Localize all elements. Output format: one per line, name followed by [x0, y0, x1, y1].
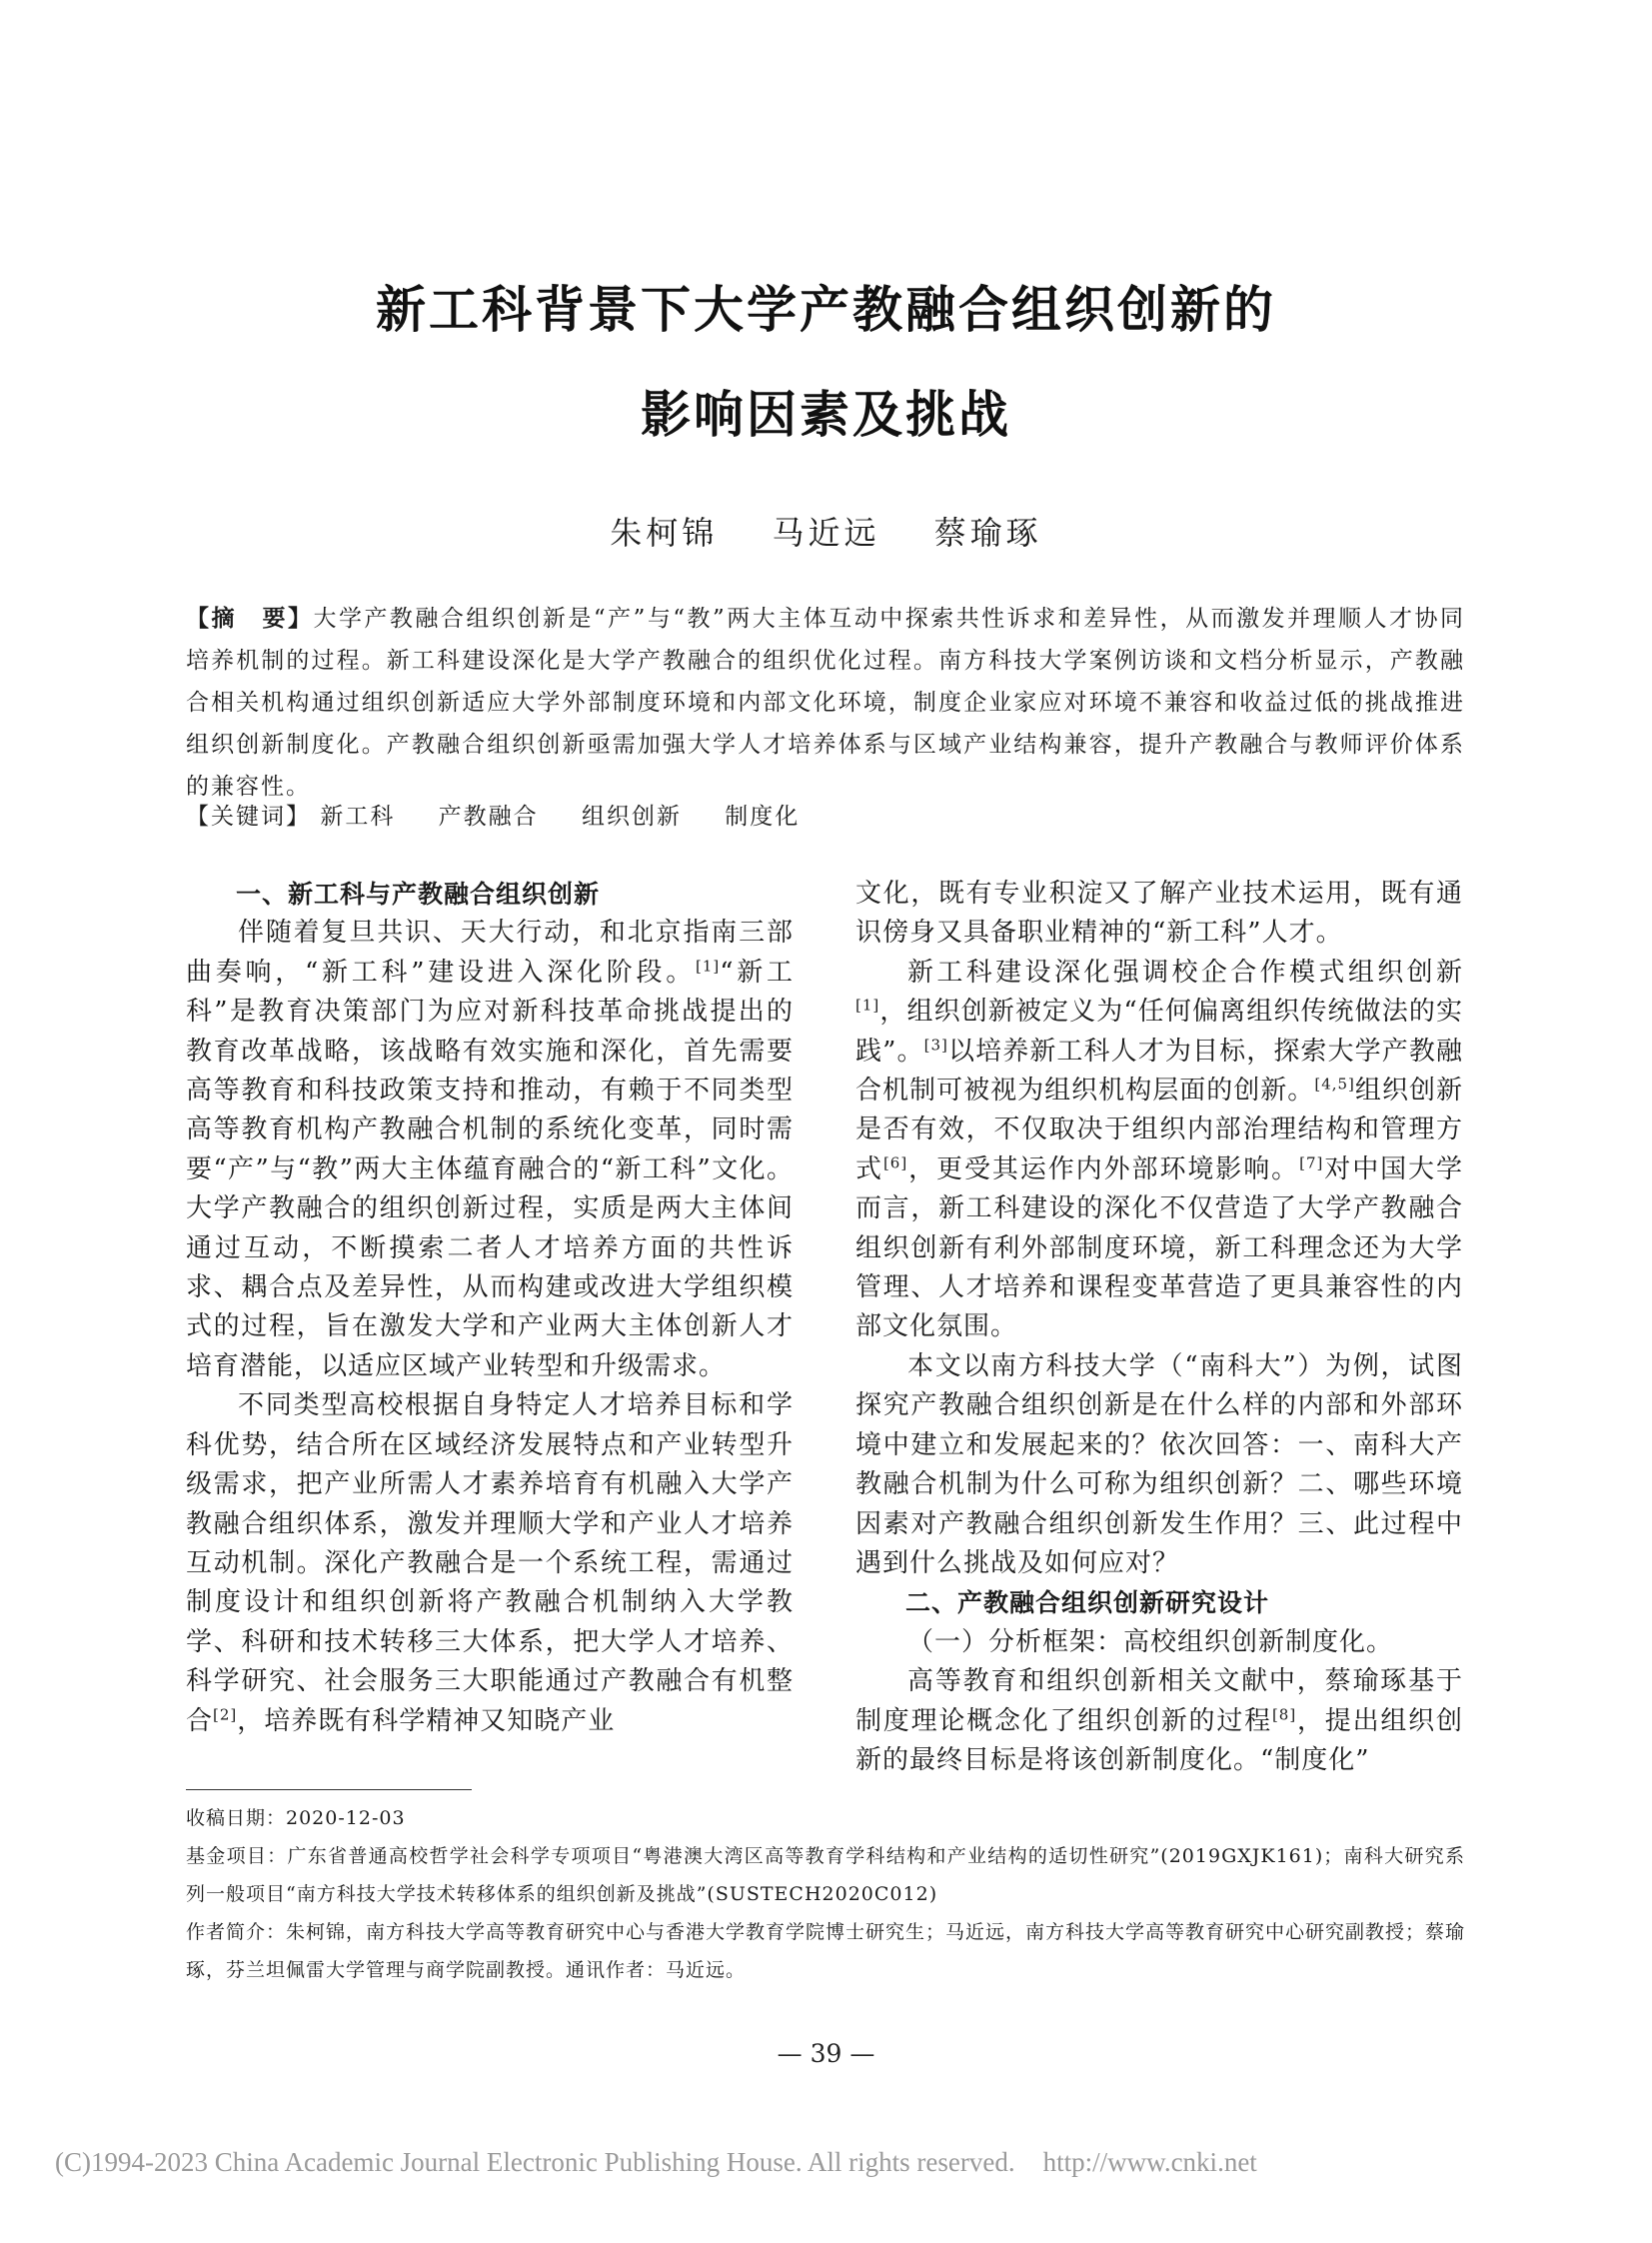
- received-date: 收稿日期：2020-12-03: [186, 1807, 406, 1829]
- section-heading-2: 二、产教融合组织创新研究设计: [905, 1588, 1270, 1618]
- copyright-watermark: [55, 2147, 1614, 2178]
- fund-info: 基金项目：广东省普通高校哲学社会科学专项项目“粤港澳大湾区高等教育学科结构和产业结构的适切性研究”(2019GXJK161)；南科大研究系列一般项目“南方科技大学技术转移体系的组织创新及挑战”(SUSTECH2020C012): [186, 1845, 1465, 1905]
- author-bio: 作者简介：朱柯锦，南方科技大学高等教育研究中心与香港大学教育学院博士研究生；马近远，南方科技大学高等教育研究中心研究副教授；蔡瑜琢，芬兰坦佩雷大学管理与商学院副教授。通讯作者：马近远。: [186, 1921, 1466, 1981]
- keyword: 组织创新: [581, 804, 682, 830]
- keyword: 产教融合: [438, 804, 539, 830]
- section-heading-1: 一、新工科与产教融合组织创新: [236, 880, 601, 909]
- citation: [8]: [1271, 1704, 1297, 1723]
- author-2: 马近远: [772, 514, 880, 552]
- abstract: [186, 598, 1465, 808]
- keywords-label: 【关键词】: [186, 804, 311, 830]
- paragraph: 高等教育和组织创新相关文献中，蔡瑜琢基于制度理论概念化了组织创新的过程[8]，提出组织创新的最终目标是将该创新制度化。“制度化”: [855, 1666, 1463, 1775]
- paragraph: 本文以南方科技大学（“南科大”）为例，试图探究产教融合组织创新是在什么样的内部和外部环境中建立和发展起来的？依次回答：一、南科大产教融合机制为什么可称为组织创新？二、哪些环境因素对产教融合组织创新发生作用？三、此过程中遇到什么挑战及如何应对？: [855, 1350, 1463, 1578]
- left-column: [186, 875, 794, 1741]
- abstract-text: 大学产教融合组织创新是“产”与“教”两大主体互动中探索共性诉求和差异性，从而激发并理顺人才协同培养机制的过程。新工科建设深化是大学产教融合的组织优化过程。南方科技大学案例访谈和文档分析显示，产教融合相关机构通过组织创新适应大学外部制度环境和内部文化环境，制度企业家应对环境不兼容和收益过低的挑战推进组织创新制度化。产教融合组织创新亟需加强大学人才培养体系与区域产业结构兼容，提升产教融合与教师评价体系的兼容性。: [186, 606, 1465, 800]
- citation: [7]: [1299, 1153, 1324, 1172]
- citation: [3]: [923, 1035, 948, 1054]
- paragraph: 新工科建设深化强调校企合作模式组织创新[1]，组织创新被定义为“任何偏离组织传统做法的实践”。[3]以培养新工科人才为目标，探索大学产教融合机制可被视为组织机构层面的创新。[4,5]组织创新是否有效，不仅取决于组织内部治理结构和管理方式[6]，更受其运作内外部环境影响。[7]对中国大学而言，新工科建设的深化不仅营造了大学产教融合组织创新有利外部制度环境，新工科理念还为大学管理、人才培养和课程变革营造了更具兼容性的内部文化氛围。: [855, 957, 1463, 1342]
- author-list: [0, 508, 1652, 554]
- abstract-label: 【摘 要】: [186, 605, 314, 632]
- citation: [4,5]: [1314, 1075, 1355, 1094]
- page-number: — 39 —: [777, 2039, 875, 2068]
- right-column: [855, 875, 1463, 1780]
- paper-title-line-2: 影响因素及挑战: [641, 386, 1011, 444]
- footnote-divider: [186, 1789, 472, 1790]
- paragraph-continued: 文化，既有专业积淀又了解产业技术运用，既有通识傍身又具备职业精神的“新工科”人才。: [855, 879, 1463, 949]
- copyright-text: (C)1994-2023 China Academic Journal Electronic Publishing House. All rights reserved.: [55, 2147, 1015, 2177]
- subsection-heading: （一）分析框架：高校组织创新制度化。: [907, 1626, 1394, 1657]
- keywords: [186, 798, 1465, 831]
- paper-title-line-1: 新工科背景下大学产教融合组织创新的: [376, 281, 1276, 339]
- citation: [6]: [882, 1153, 908, 1172]
- citation: [1]: [855, 996, 880, 1015]
- paragraph: 不同类型高校根据自身特定人才培养目标和学科优势，结合所在区域经济发展特点和产业转型升级需求，把产业所需人才素养培育有机融入大学产教融合组织体系，激发并理顺大学和产业人才培养互动机制。深化产教融合是一个系统工程，需通过制度设计和组织创新将产教融合机制纳入大学教学、科研和技术转移三大体系，把大学人才培养、科学研究、社会服务三大职能通过产教融合有机整合[2]，培养既有科学精神又知晓产业: [186, 1390, 794, 1736]
- keyword: 制度化: [725, 804, 801, 830]
- copyright-url: http://www.cnki.net: [1042, 2147, 1257, 2177]
- citation: [1]: [695, 957, 721, 976]
- author-3: 蔡瑜琢: [933, 514, 1042, 552]
- footnotes: [186, 1799, 1465, 1989]
- citation: [2]: [213, 1704, 238, 1723]
- keyword: 新工科: [320, 804, 396, 830]
- paragraph: 伴随着复旦共识、天大行动，和北京指南三部曲奏响，“新工科”建设进入深化阶段。[1]“新工科”是教育决策部门为应对新科技革命挑战提出的教育改革战略，该战略有效实施和深化，首先需要高等教育和科技政策支持和推动，有赖于不同类型高等教育机构产教融合机制的系统化变革，同时需要“产”与“教”两大主体蕴育融合的“新工科”文化。大学产教融合的组织创新过程，实质是两大主体间通过互动，不断摸索二者人才培养方面的共性诉求、耦合点及差异性，从而构建或改进大学组织模式的过程，旨在激发大学和产业两大主体创新人才培育潜能，以适应区域产业转型和升级需求。: [186, 918, 794, 1381]
- author-1: 朱柯锦: [610, 514, 719, 552]
